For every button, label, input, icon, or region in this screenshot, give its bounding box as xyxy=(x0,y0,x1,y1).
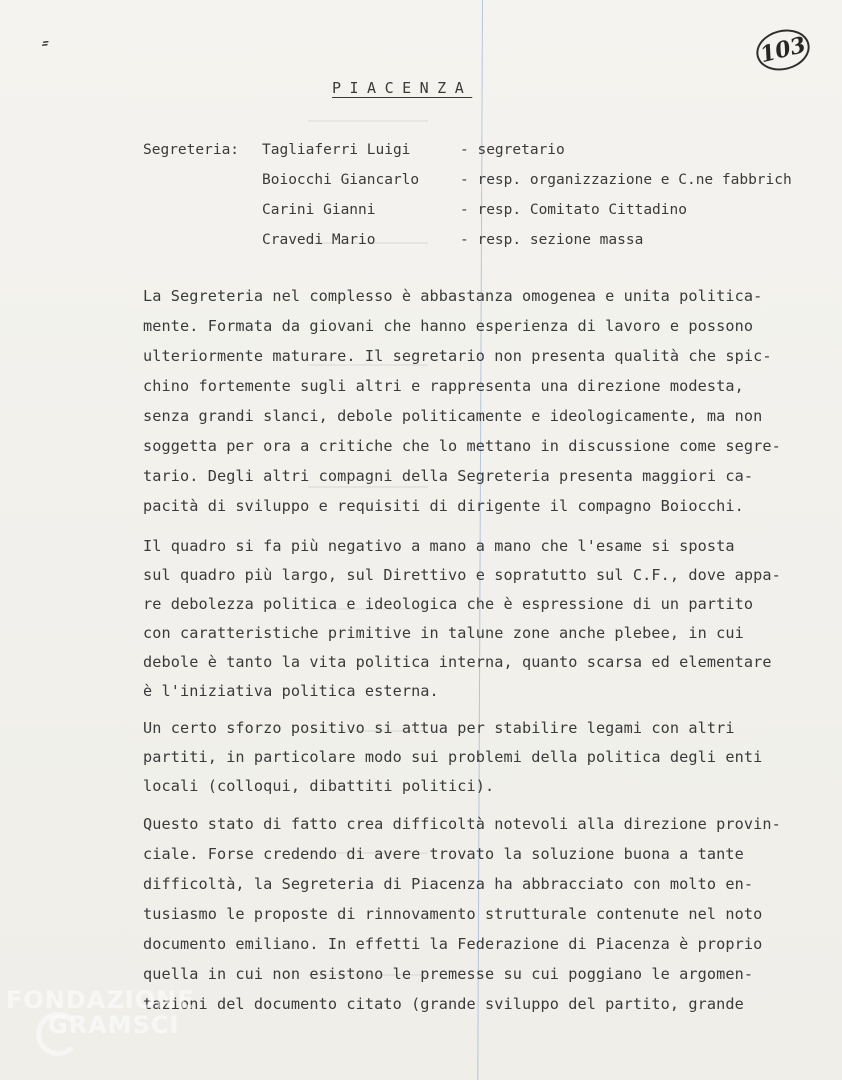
text-line: ciale. Forse credendo di avere trovato la soluzione buona a tante xyxy=(143,845,744,863)
text-line: con caratteristiche primitive in talune zone anche plebee, in cui xyxy=(143,624,744,642)
member-role: - resp. Comitato Cittadino xyxy=(460,202,687,218)
text-line: documento emiliano. In effetti la Federazione di Piacenza è proprio xyxy=(143,935,763,953)
text-line: tazioni del documento citato (grande sviluppo del partito, grande xyxy=(143,995,744,1013)
text-line: sul quadro più largo, sul Direttivo e sopratutto sul C.F., dove appa- xyxy=(143,566,781,584)
text-line: tario. Degli altri compagni della Segreteria presenta maggiori ca- xyxy=(143,467,754,485)
member-name: Carini Gianni xyxy=(262,202,376,218)
text-line: re debolezza politica e ideologica che è espressione di un partito xyxy=(143,595,754,613)
watermark xyxy=(6,988,195,1038)
watermark-line-1: FONDAZIONE xyxy=(6,986,195,1014)
page-title: PIACENZA xyxy=(332,79,473,97)
text-line: ulteriormente maturare. Il segretario non presenta qualità che spic- xyxy=(143,347,772,365)
text-line: difficoltà, la Segreteria di Piacenza ha abbracciato con molto en- xyxy=(143,875,754,893)
page-number: 103 xyxy=(752,24,814,76)
text-line: senza grandi slanci, debole politicamente e ideologicamente, ma non xyxy=(143,407,763,425)
text-line: locali (colloqui, dibattiti politici). xyxy=(143,777,495,795)
text-line: Questo stato di fatto crea difficoltà notevoli alla direzione provin- xyxy=(143,815,781,833)
text-line: mente. Formata da giovani che hanno esperienza di lavoro e possono xyxy=(143,317,754,335)
member-role: - resp. organizzazione e C.ne fabbrich xyxy=(460,172,792,188)
text-line: Il quadro si fa più negativo a mano a mano che l'esame si sposta xyxy=(143,537,735,555)
text-line: tusiasmo le proposte di rinnovamento strutturale contenute nel noto xyxy=(143,905,763,923)
segreteria-member xyxy=(0,172,842,194)
segreteria-member xyxy=(0,142,842,164)
member-role: - resp. sezione massa xyxy=(460,232,644,248)
member-name: Cravedi Mario xyxy=(262,232,376,248)
text-line: La Segreteria nel complesso è abbastanza omogenea e unita politica- xyxy=(143,287,763,305)
text-line: quella in cui non esistono le premesse su cui poggiano le argomen- xyxy=(143,965,754,983)
segreteria-member xyxy=(0,202,842,224)
text-line: è l'iniziativa politica esterna. xyxy=(143,682,439,700)
text-line: pacità di sviluppo e requisiti di dirigente il compagno Boiocchi. xyxy=(143,497,744,515)
member-name: Boiocchi Giancarlo xyxy=(262,172,420,188)
ink-speck-icon: ⸗ xyxy=(37,30,54,55)
watermark-line-2: GRAMSCI xyxy=(48,1011,180,1039)
text-line: soggetta per ora a critiche che lo mettano in discussione come segre- xyxy=(143,437,781,455)
text-line: debole è tanto la vita politica interna, quanto scarsa ed elementare xyxy=(143,653,772,671)
text-line: chino fortemente sugli altri e rappresenta una direzione modesta, xyxy=(143,377,744,395)
segreteria-member xyxy=(0,232,842,254)
text-line: Un certo sforzo positivo si attua per stabilire legami con altri xyxy=(143,719,735,737)
member-name: Tagliaferri Luigi xyxy=(262,142,411,158)
member-role: - segretario xyxy=(460,142,565,158)
segreteria-label: Segreteria: xyxy=(143,142,240,158)
text-line: partiti, in particolare modo sui problemi della politica degli enti xyxy=(143,748,763,766)
